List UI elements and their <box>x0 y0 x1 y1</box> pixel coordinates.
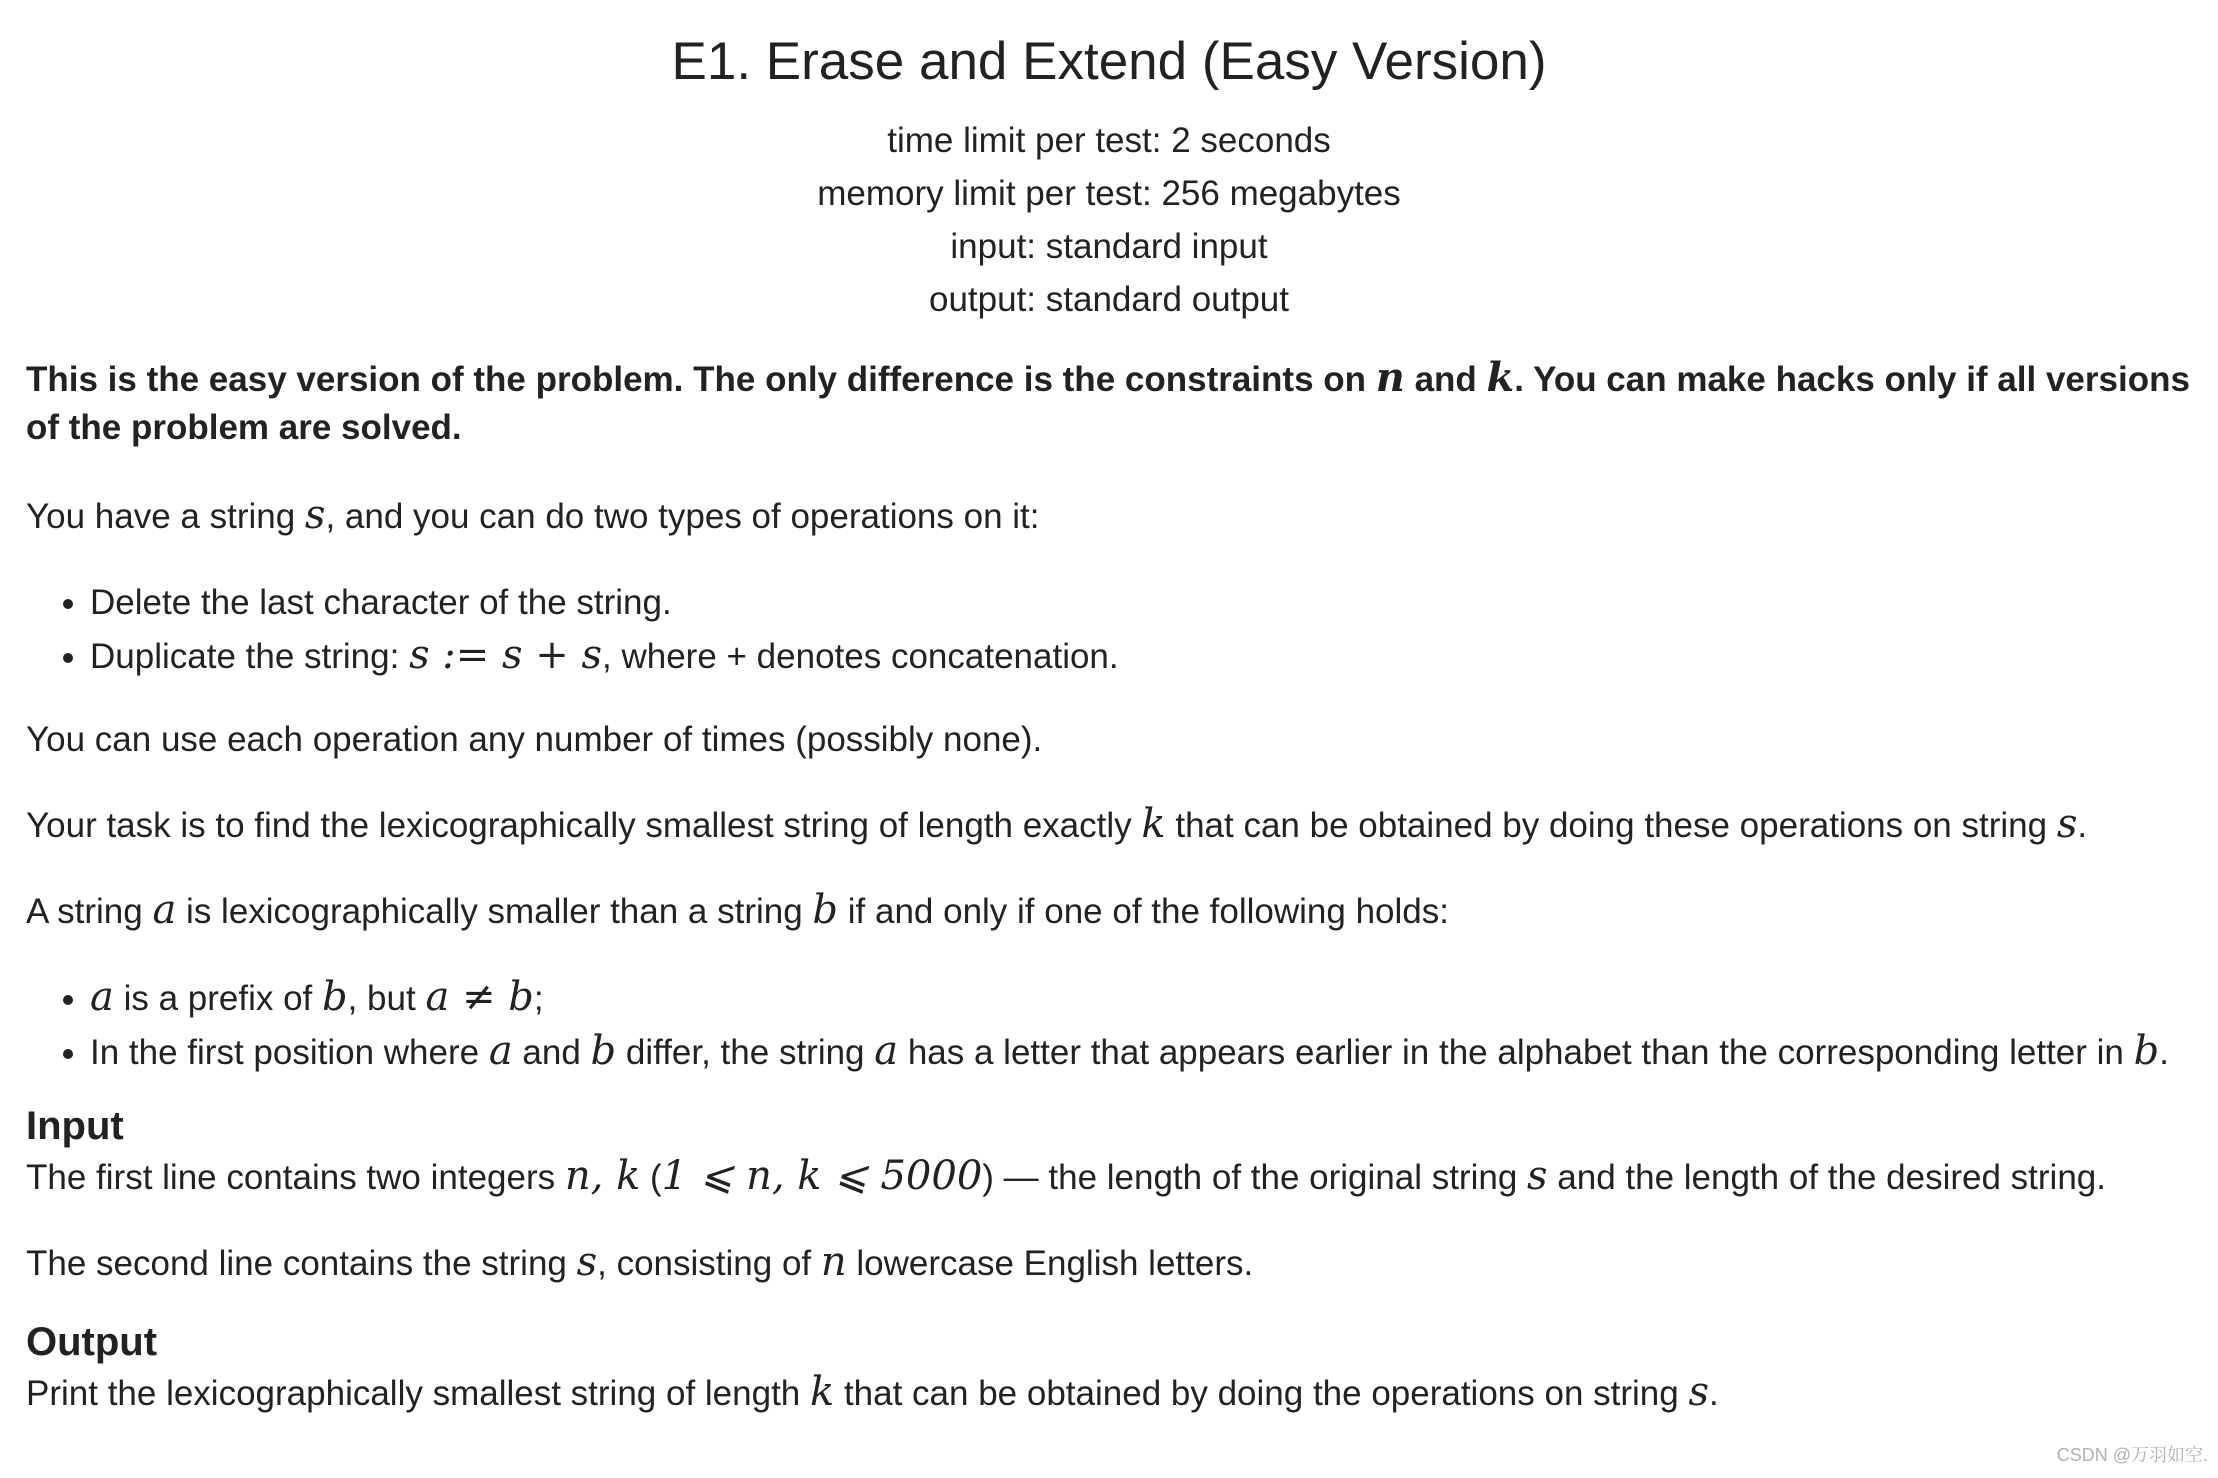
output-line: Print the lexicographically smallest string of length k that can be obtained by doing the operations on string s. <box>26 1369 1719 1415</box>
input-section-title: Input <box>26 1104 124 1148</box>
math-duplicate: s := s + s <box>409 632 603 678</box>
memory-limit: memory limit per test: 256 megabytes <box>817 174 1401 213</box>
math-s: s <box>2056 801 2078 847</box>
math-s: s <box>304 492 326 538</box>
math-constraint: 1 ⩽ n, k ⩽ 5000 <box>661 1153 983 1199</box>
list-item: • a is a prefix of b, but a ≠ b; <box>90 971 2192 1025</box>
problem-title: E1. Erase and Extend (Easy Version) <box>671 32 1547 91</box>
input-line1: The first line contains two integers n, k (1 ⩽ n, k ⩽ 5000) — the length of the original string s and the length of the desired string. <box>26 1153 2106 1199</box>
operations-list <box>26 576 2192 683</box>
usage-paragraph: You can use each operation any number of times (possibly none). <box>26 720 1043 759</box>
output-section <box>26 1317 2192 1419</box>
input-section <box>26 1101 2192 1289</box>
math-k: k <box>1141 801 1166 847</box>
watermark: CSDN @万羽如空. <box>2056 1445 2208 1465</box>
math-k: k <box>1486 354 1515 401</box>
problem-limits <box>26 114 2192 326</box>
time-limit: time limit per test: 2 seconds <box>887 121 1331 160</box>
intro-paragraph: You have a string s, and you can do two types of operations on it: <box>26 492 1040 538</box>
output-section-title: Output <box>26 1320 158 1364</box>
list-item: • In the first position where a and b differ, the string a has a letter that appears earlier in the alphabet than the corresponding letter in b. <box>90 1025 2192 1079</box>
list-item: • Duplicate the string: s := s + s, where + denotes concatenation. <box>90 629 2192 683</box>
task-paragraph: Your task is to find the lexicographically smallest string of length exactly k that can be obtained by doing these operations on string s. <box>26 801 2088 847</box>
easy-version-note: This is the easy version of the problem. The only difference is the constraints on n and k. You can make hacks only if all versions of the problem are solved. <box>26 354 2190 447</box>
math-a: a <box>152 887 177 933</box>
output-file: output: standard output <box>929 280 1289 319</box>
lex-definition: A string a is lexicographically smaller than a string b if and only if one of the following holds: <box>26 887 1449 933</box>
math-not-equal: a ≠ b <box>425 974 534 1020</box>
list-item: • Delete the last character of the string. <box>90 576 2192 629</box>
problem-statement <box>26 0 2192 1419</box>
input-file: input: standard input <box>950 227 1268 266</box>
input-line2: The second line contains the string s, consisting of n lowercase English letters. <box>26 1239 1254 1285</box>
math-b: b <box>812 887 839 933</box>
math-n: n <box>1375 354 1405 401</box>
conditions-list <box>26 971 2192 1079</box>
